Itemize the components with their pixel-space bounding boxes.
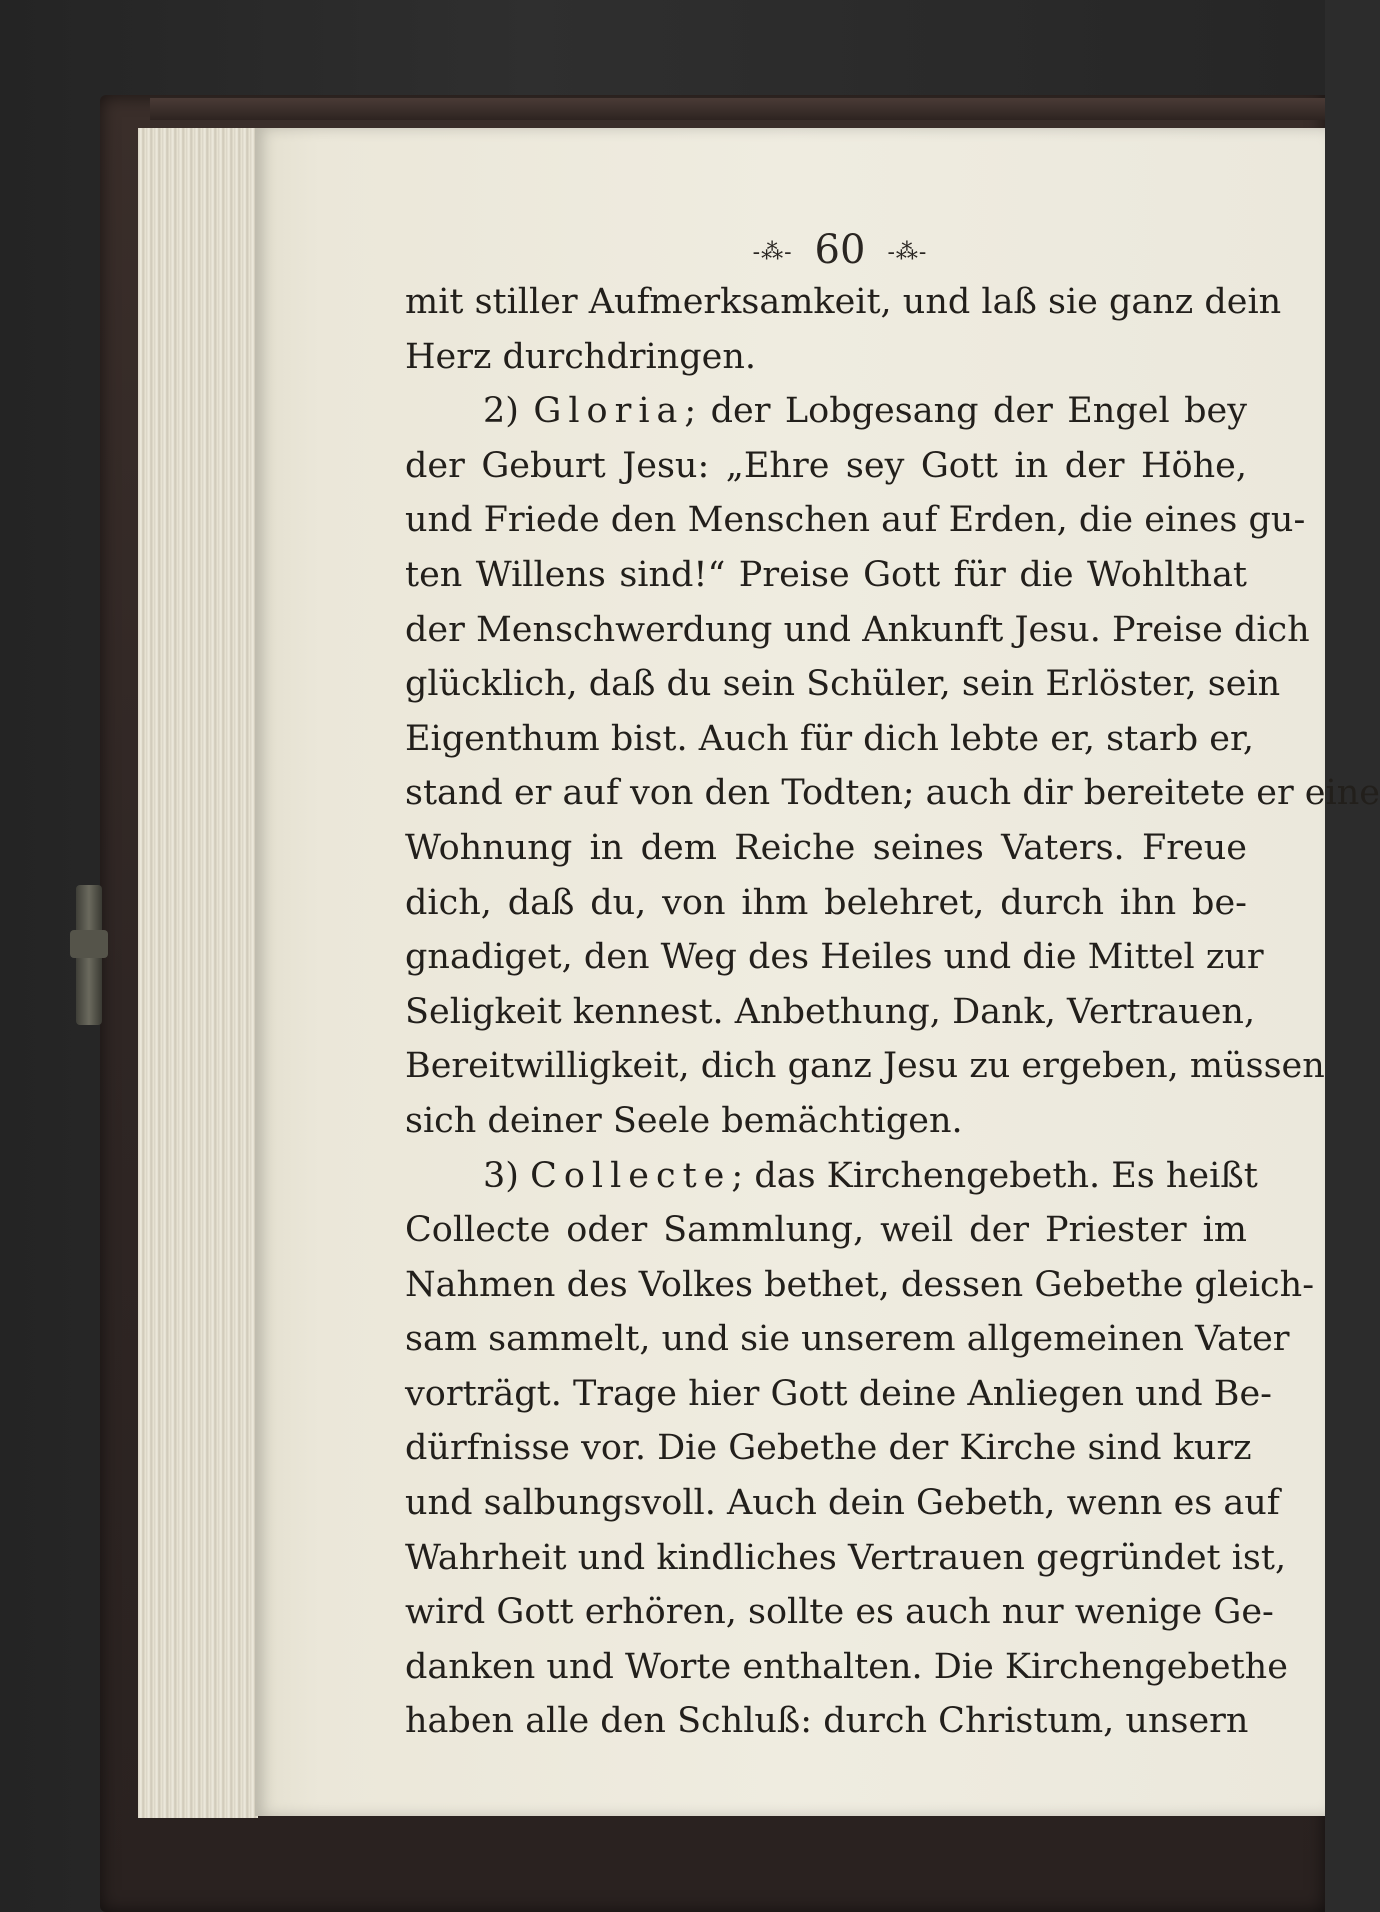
page-number: 60: [814, 227, 866, 273]
text-line: gnadiget, den Weg des Heiles und die Mittel zur: [405, 937, 1264, 978]
text-line: und salbungsvoll. Auch dein Gebeth, wenn es auf: [405, 1483, 1280, 1524]
text-line: Eigenthum bist. Auch für dich lebte er, starb er,: [405, 718, 1254, 759]
ornament-right-icon: -⁂-: [887, 240, 928, 265]
text-line: Seligkeit kennest. Anbethung, Dank, Vertrauen,: [405, 991, 1256, 1032]
text-line: glücklich, daß du sein Schüler, sein Erlöster, sein: [405, 664, 1281, 705]
paragraph-gloria-heading: [405, 384, 1247, 439]
paragraph-collecte-heading: [405, 1149, 1258, 1204]
body-text: [405, 275, 1380, 1749]
page-edges: [138, 128, 258, 1818]
text-line: haben alle den Schluß: durch Christum, unsern: [405, 1701, 1249, 1742]
text-line: wird Gott erhören, sollte es auch nur wenige Ge-: [405, 1592, 1274, 1633]
text-line: sam sammelt, und sie unserem allgemeinen Vater: [405, 1319, 1290, 1360]
text-line: Herz durchdringen.: [405, 336, 757, 377]
book-cover-top-edge: [150, 98, 1325, 120]
term-gloria: Gloria: [533, 391, 685, 432]
text-line: Wohnung in dem Reiche seines Vaters. Freue: [405, 827, 1247, 868]
item-number: 3): [483, 1155, 531, 1196]
text-line: der Geburt Jesu: „Ehre sey Gott in der Höhe,: [405, 445, 1247, 486]
text-line: vorträgt. Trage hier Gott deine Anliegen und Be-: [405, 1373, 1273, 1414]
text-line: Bereitwilligkeit, dich ganz Jesu zu ergeben, müssen: [405, 1046, 1325, 1087]
text-line: der Menschwerdung und Ankunft Jesu. Preise dich: [405, 609, 1310, 650]
text-line: Wahrheit und kindliches Vertrauen gegründet ist,: [405, 1537, 1287, 1578]
text-line: dürfnisse vor. Die Gebethe der Kirche sind kurz: [405, 1428, 1252, 1469]
text-line: mit stiller Aufmerksamkeit, und laß sie ganz dein: [405, 282, 1282, 322]
text-line: stand er auf von den Todten; auch dir bereitete er eine: [405, 773, 1380, 814]
text-fragment: ; der Lobgesang der Engel bey: [684, 391, 1247, 432]
text-line: Nahmen des Volkes bethet, dessen Gebethe gleich-: [405, 1264, 1315, 1305]
page-header: [680, 222, 1000, 278]
text-line: danken und Worte enthalten. Die Kirchengebethe: [405, 1646, 1288, 1687]
text-line: dich, daß du, von ihm belehret, durch ihn be-: [405, 882, 1247, 923]
text-fragment: ; das Kirchengebeth. Es heißt: [731, 1155, 1258, 1196]
text-line: sich deiner Seele bemächtigen.: [405, 1100, 963, 1141]
term-collecte: Collecte: [530, 1155, 732, 1196]
clasp-knob-icon: [70, 930, 108, 958]
text-line: ten Willens sind!“ Preise Gott für die Wohlthat: [405, 554, 1247, 595]
item-number: 2): [483, 391, 534, 432]
text-line: Collecte oder Sammlung, weil der Priester im: [405, 1210, 1247, 1251]
text-line: und Friede den Menschen auf Erden, die eines gu-: [405, 500, 1306, 541]
ornament-left-icon: -⁂-: [752, 240, 793, 265]
